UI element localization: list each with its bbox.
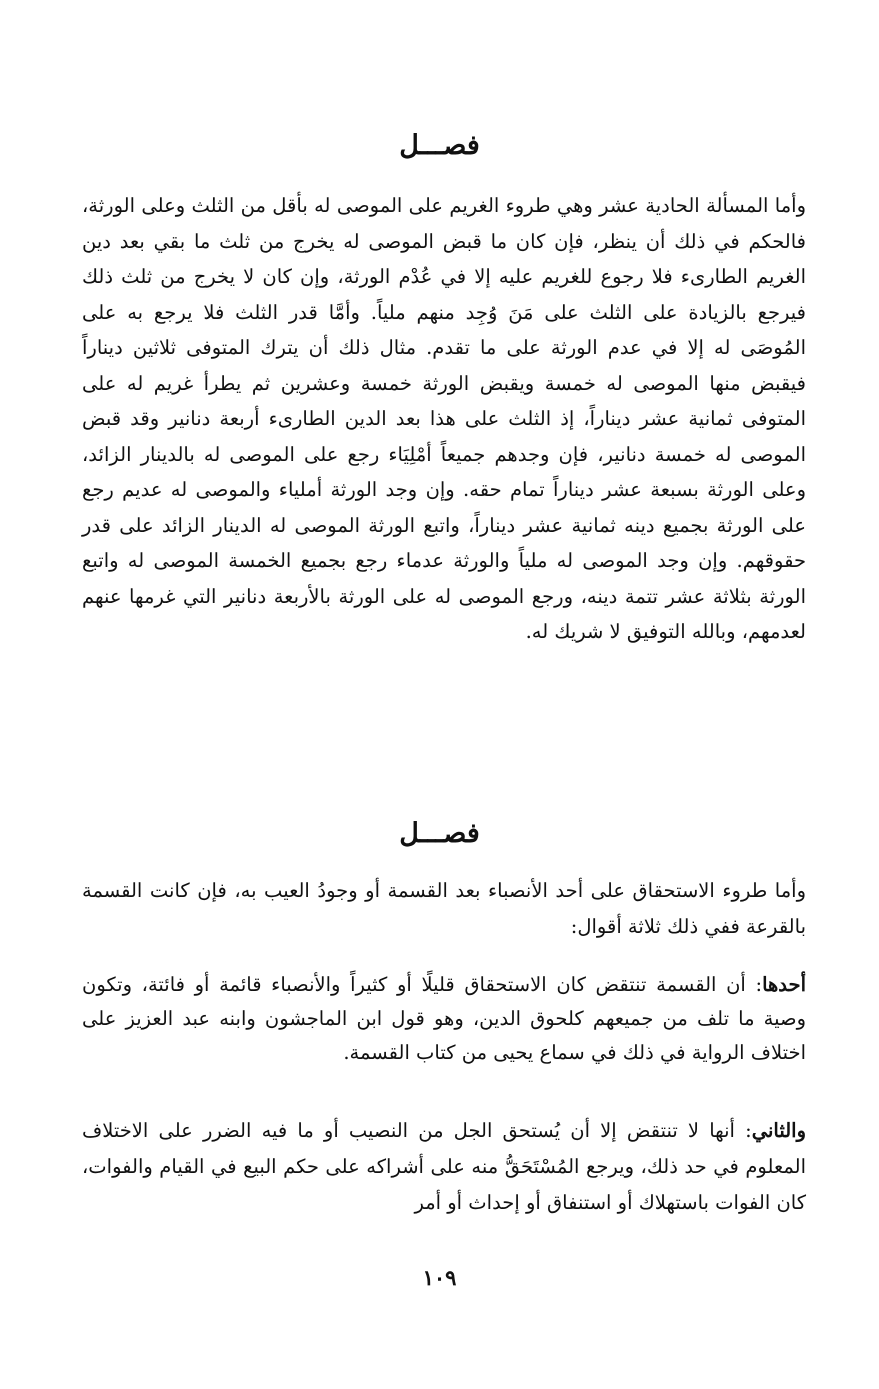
paragraph-text: : أنها لا تنتقض إلا أن يُستحق الجل من النصيب أو ما فيه الضرر على الاختلاف المعلوم في حد ذلك، ويرجع المُسْتَحَقُّ منه على أشراكه على حكم البيع في القيام والفوات، كان الفوات باستهلاك أو استنفاق أو إحداث أو أمر [82,1119,806,1214]
section-heading: فصـــل [399,130,480,161]
paragraph-lead: والثاني [751,1119,806,1142]
paragraph [82,968,806,1070]
paragraph: وأما المسألة الحادية عشر وهي طروء الغريم على الموصى له بأقل من الثلث وعلى الورثة، فالحكم في ذلك أن ينظر، فإن كان ما قبض الموصى له يخرج من ثلث ما بقي بعد دين الغريم الطارىء فلا رجوع للغريم عليه إلا في عُدْم الورثة، وإن كان لا يخرج من ثلث ذلك فيرجع بالزيادة على الثلث على مَنَ وُجِد منهم ملياً. وأمَّا قدر الثلث فلا يرجع به على المُوصَى له إلا في عدم الورثة على ما تقدم. مثال ذلك أن يترك المتوفى ثلاثين ديناراً فيقبض منها الموصى له خمسة ويقبض الورثة خمسة وعشرين ثم يطرأ غريم له على المتوفى ثمانية عشر ديناراً، إذ الثلث على هذا بعد الدين الطارىء أربعة دنانير وقد قبض الموصى له خمسة دنانير، فإن وجدهم جميعاً أمْلِيَاء رجع على الموصى له بالدينار الزائد، وعلى الورثة بسبعة عشر ديناراً تمام حقه. وإن وجد الورثة أملياء والموصى له عديم رجع على الورثة بجميع دينه ثمانية عشر ديناراً، واتبع الورثة الموصى له الدينار الزائد على قدر حقوقهم. وإن وجد الموصى له ملياً والورثة عدماء رجع بجميع الخمسة الموصى له واتبع الورثة بثلاثة عشر تتمة دينه، ورجع الموصى له على الورثة بالأربعة دنانير التي غرمها عنهم لعدمهم، وبالله التوفيق لا شريك له. [82,194,806,643]
section-heading: فصـــل [399,818,480,849]
paragraph [82,1113,806,1221]
paragraph-text: : أن القسمة تنتقض كان الاستحقاق قليلًا أو كثيراً والأنصباء قائمة أو فائتة، وتكون وصية ما تلف من جميعهم كلحوق الدين، وهو قول ابن الماجشون وابنه عبد العزيز على اختلاف الرواية في ذلك في سماع يحيى من كتاب القسمة. [82,973,806,1064]
paragraph-lead: أحدها [762,973,806,996]
paragraph: وأما طروء الاستحقاق على أحد الأنصباء بعد القسمة أو وجودُ العيب به، فإن كانت القسمة بالقرعة ففي ذلك ثلاثة أقوال: [82,879,806,938]
page-number: ١٠٩ [422,1265,457,1290]
